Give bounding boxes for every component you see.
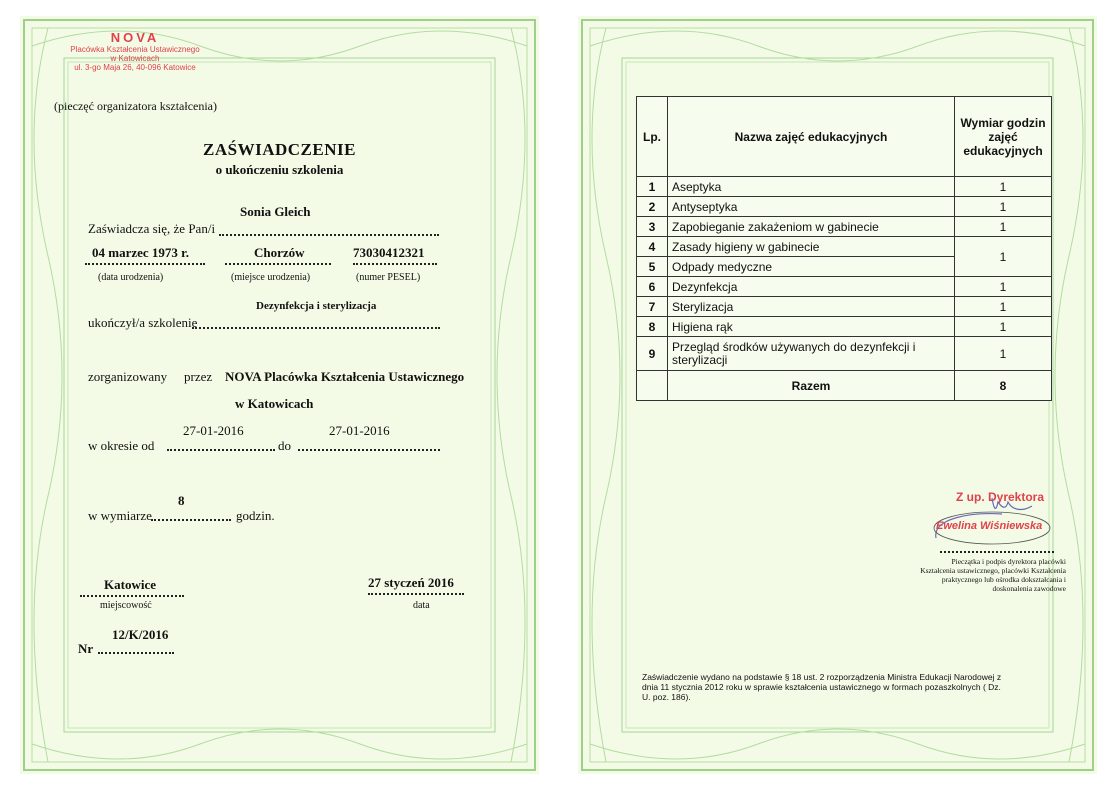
director-caption: Pieczątka i podpis dyrektora placówki Kształcenia ustawicznego, placówki Kształcenia praktycznego lub ośrodka dokształcania i doskonalenia zawodowe	[920, 557, 1066, 593]
row-hours: 1	[955, 337, 1052, 371]
stamp-line-1: Placówka Kształcenia Ustawicznego	[70, 45, 200, 54]
table-row	[637, 197, 1052, 217]
certificate-title: ZAŚWIADCZENIE	[203, 140, 356, 159]
hours-line	[151, 519, 231, 521]
table-row	[637, 237, 1052, 257]
pesel-number: 73030412321	[353, 245, 425, 260]
place-caption: miejscowość	[100, 600, 152, 611]
organized-label: zorganizowany	[88, 369, 168, 384]
period-to-label: do	[278, 438, 291, 453]
row-lp: 9	[637, 337, 668, 371]
row-lp: 7	[637, 297, 668, 317]
birth-date-caption: (data urodzenia)	[98, 272, 164, 283]
row-subject: Zapobieganie zakażeniom w gabinecie	[668, 217, 955, 237]
row-lp: 1	[637, 177, 668, 197]
row-lp: 8	[637, 317, 668, 337]
row-lp: 3	[637, 217, 668, 237]
birth-date: 04 marzec 1973 r.	[92, 245, 189, 260]
row-subject: Sterylizacja	[668, 297, 955, 317]
birth-date-line	[85, 263, 205, 265]
subjects-table	[636, 96, 1052, 401]
stamp-brand: NOVA	[110, 30, 160, 45]
organized-by-label: przez	[184, 369, 213, 384]
period-to-line	[298, 449, 440, 451]
row-lp: 4	[637, 237, 668, 257]
organizer-stamp	[60, 30, 210, 72]
row-subject: Aseptyka	[668, 177, 955, 197]
hours-suffix: godzin.	[236, 508, 275, 523]
row-subject: Odpady medyczne	[668, 257, 955, 277]
row-subject: Zasady higieny w gabinecie	[668, 237, 955, 257]
header-subject-name: Nazwa zajęć edukacyjnych	[668, 97, 955, 177]
legal-basis-note: Zaświadczenie wydano na podstawie § 18 ust. 2 rozporządzenia Ministra Edukacji Narodowej z dnia 11 stycznia 2012 roku w sprawie kształcenia ustawicznego w formach pozaszkolnych ( Dz. U. poz. 186).	[642, 672, 1002, 702]
row-subject: Antyseptyka	[668, 197, 955, 217]
row-lp: 6	[637, 277, 668, 297]
row-hours: 1	[955, 217, 1052, 237]
name-dotted-line	[219, 234, 439, 236]
place-line	[80, 595, 184, 597]
certificate-number-value: 12/K/2016	[112, 627, 169, 642]
header-hours: Wymiar godzin zajęć edukacyjnych	[955, 97, 1052, 177]
organizer-name-line1: NOVA Placówka Kształcenia Ustawicznego	[225, 369, 465, 384]
table-row	[637, 177, 1052, 197]
total-label: Razem	[668, 371, 955, 401]
person-name: Sonia Gleich	[240, 204, 311, 219]
pesel-caption: (numer PESEL)	[356, 272, 421, 283]
birth-place-line	[225, 263, 331, 265]
training-label: ukończył/a szkolenie	[88, 315, 198, 330]
table-total-row	[637, 371, 1052, 401]
row-hours: 1	[955, 277, 1052, 297]
certificate-front-page	[20, 16, 539, 774]
training-name: Dezynfekcja i sterylizacja	[256, 300, 377, 312]
training-dotted-line	[192, 327, 440, 329]
pesel-line	[353, 263, 437, 265]
row-subject: Higiena rąk	[668, 317, 955, 337]
row-hours: 1	[955, 197, 1052, 217]
period-to-value: 27-01-2016	[329, 423, 390, 438]
guilloche-border	[20, 16, 539, 774]
row-hours: 1	[955, 237, 1052, 277]
period-from-label: w okresie od	[88, 438, 155, 453]
hours-value: 8	[178, 493, 185, 508]
period-from-value: 27-01-2016	[183, 423, 244, 438]
certificate-back-page	[578, 16, 1097, 774]
period-from-line	[167, 449, 275, 451]
table-row	[637, 317, 1052, 337]
table-row	[637, 217, 1052, 237]
row-lp: 5	[637, 257, 668, 277]
row-lp: 2	[637, 197, 668, 217]
signature-icon	[932, 488, 1060, 548]
table-row	[637, 337, 1052, 371]
issue-date-caption: data	[413, 600, 430, 611]
table-header-row	[637, 97, 1052, 177]
certificate-number-line	[98, 652, 174, 654]
person-intro: Zaświadcza się, że Pan/i	[88, 221, 216, 236]
certificate-subtitle: o ukończeniu szkolenia	[215, 162, 344, 177]
stamp-line-3: ul. 3-go Maja 26, 40-096 Katowice	[74, 63, 196, 72]
issue-date-value: 27 styczeń 2016	[368, 575, 454, 590]
director-stamp-name: Ewelina Wiśniewska	[936, 520, 1043, 532]
director-stamp-line: Z up. Dyrektora	[956, 490, 1045, 504]
issue-date-line	[368, 593, 464, 595]
certificate-number-label: Nr	[78, 641, 94, 656]
row-hours: 1	[955, 317, 1052, 337]
stamp-line-2: w Katowicach	[110, 54, 160, 63]
row-hours: 1	[955, 177, 1052, 197]
birth-place-caption: (miejsce urodzenia)	[231, 272, 311, 283]
birth-place: Chorzów	[254, 245, 305, 260]
table-row	[637, 297, 1052, 317]
total-hours: 8	[955, 371, 1052, 401]
total-empty-cell	[637, 371, 668, 401]
organizer-caption: (pieczęć organizatora kształcenia)	[54, 99, 218, 113]
director-signature-line	[940, 551, 1054, 553]
hours-label: w wymiarze	[88, 508, 152, 523]
row-hours: 1	[955, 297, 1052, 317]
row-subject: Przegląd środków używanych do dezynfekcji i sterylizacji	[668, 337, 955, 371]
organizer-name-line2: w Katowicach	[235, 396, 314, 411]
header-lp: Lp.	[637, 97, 668, 177]
row-subject: Dezynfekcja	[668, 277, 955, 297]
table-row	[637, 277, 1052, 297]
place-value: Katowice	[104, 577, 156, 592]
